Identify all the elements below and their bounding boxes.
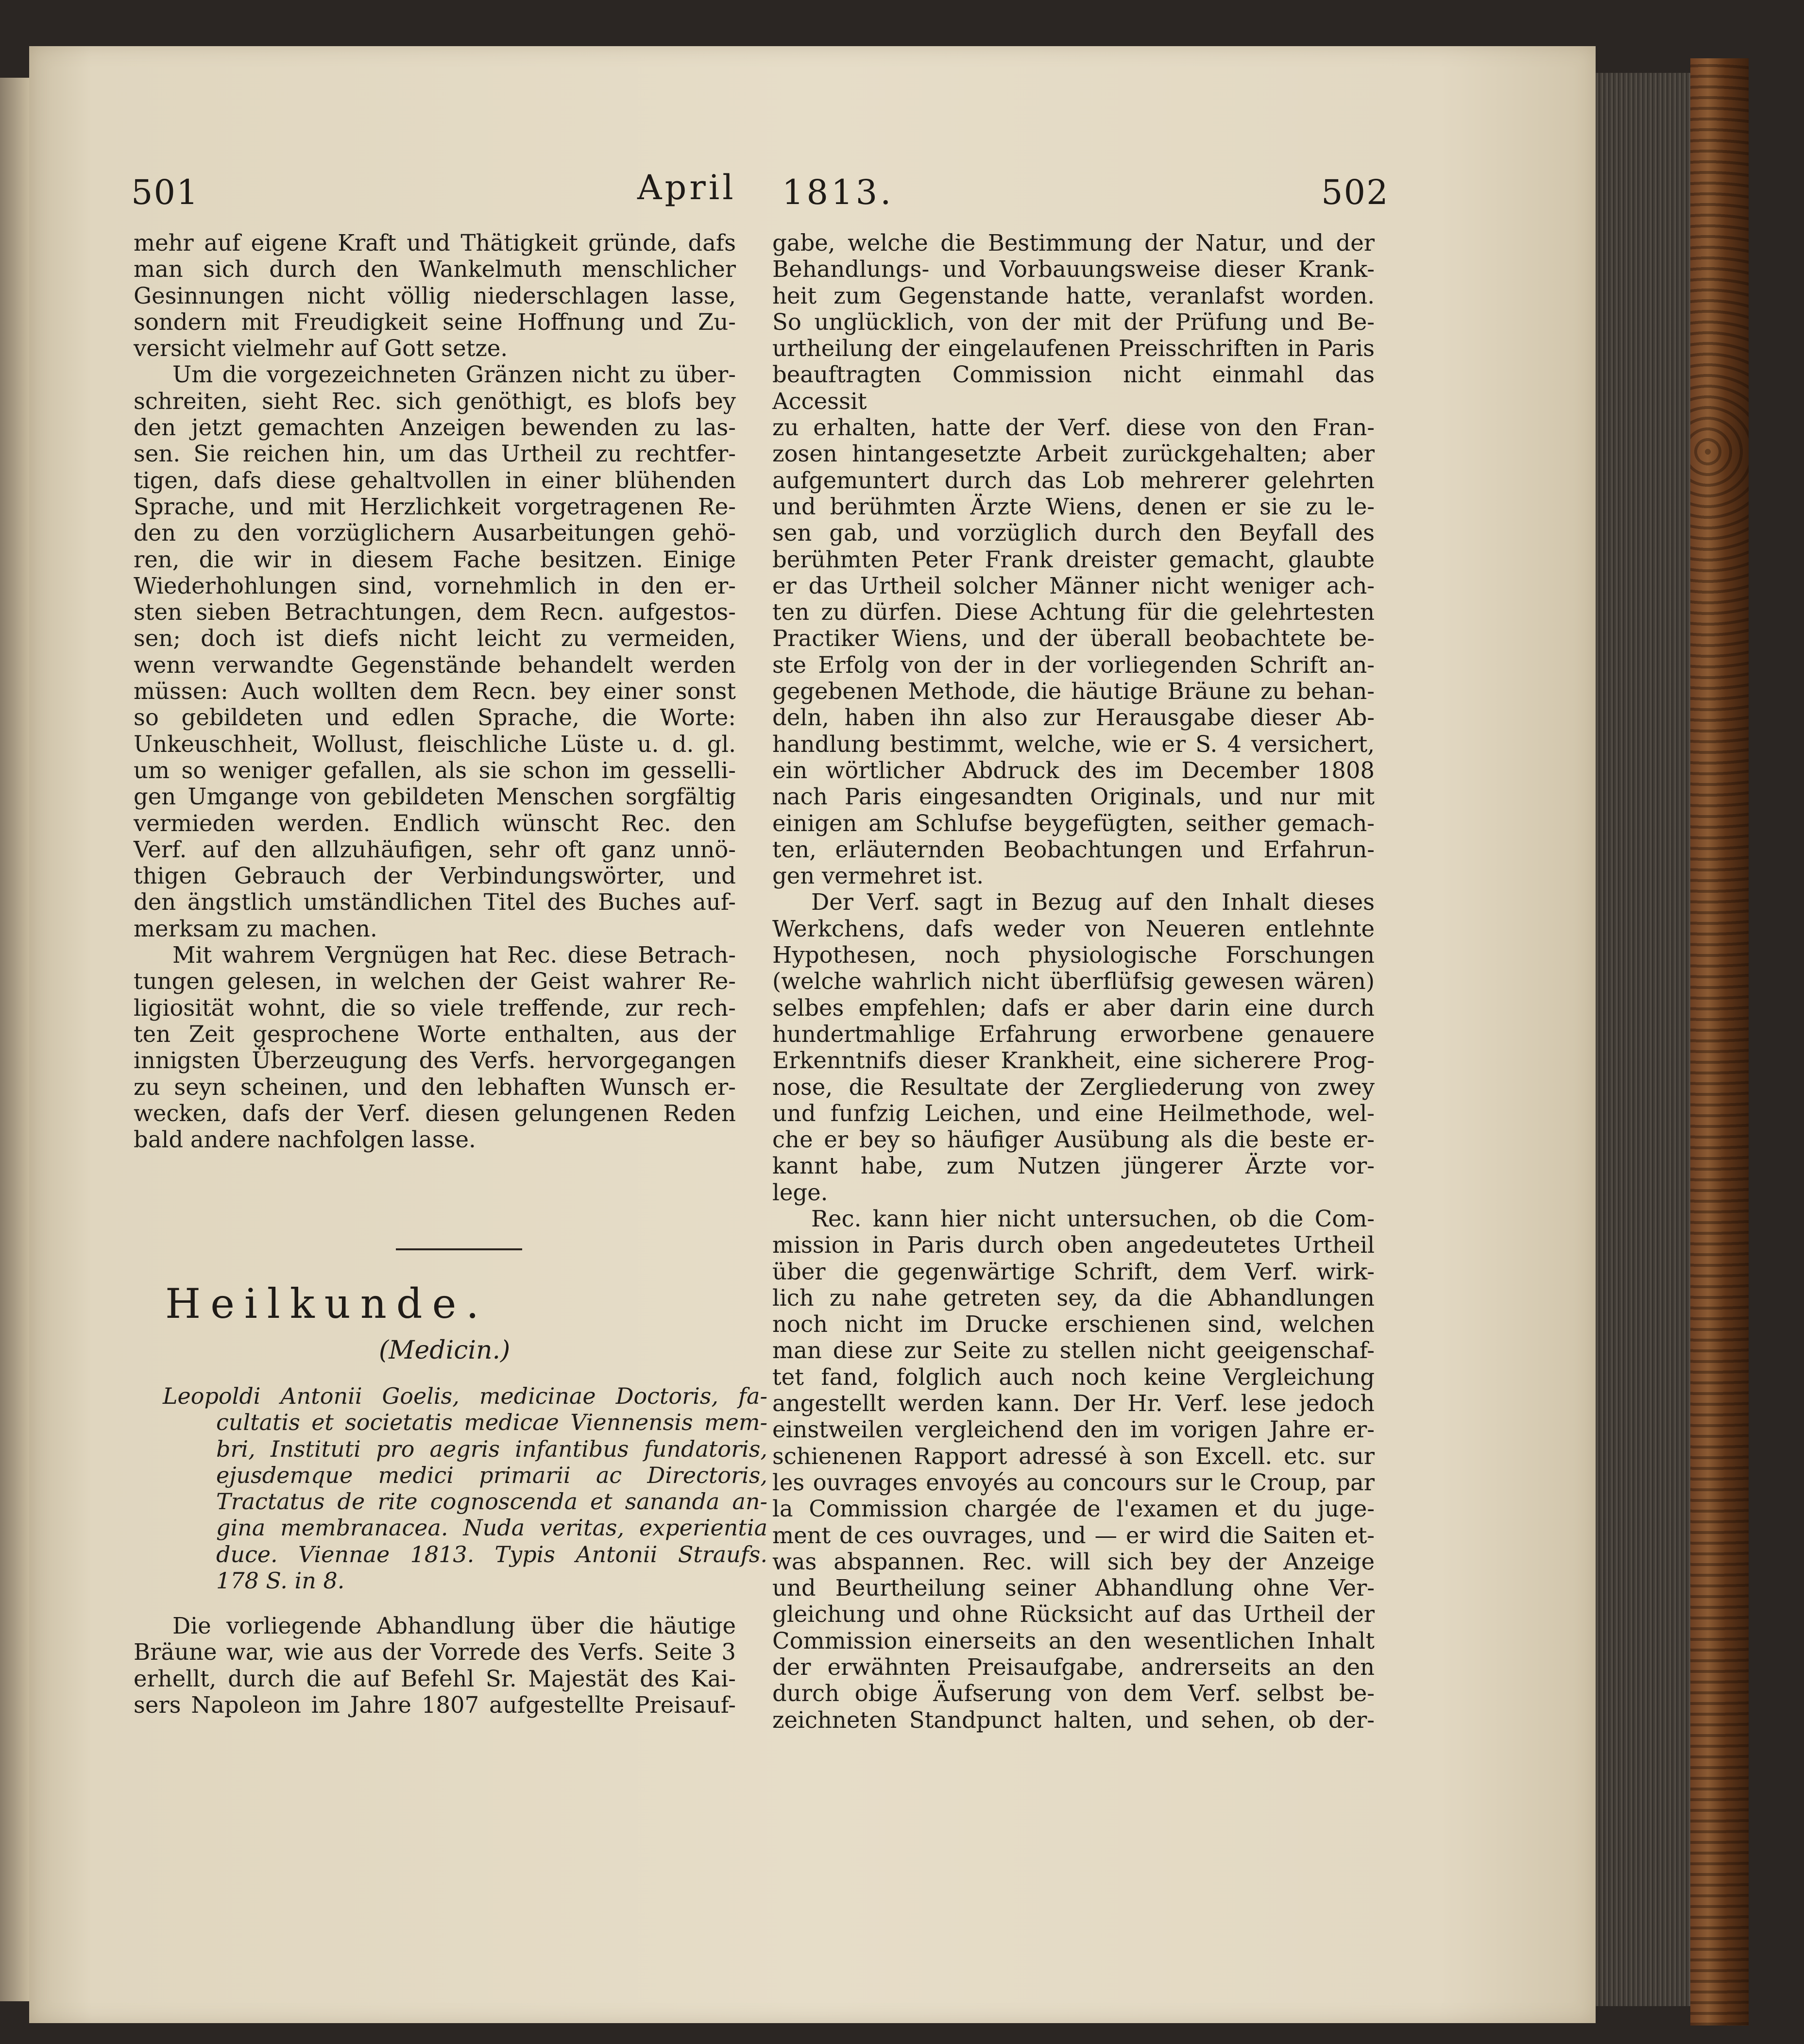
- text-line: er das Urtheil solcher Männer nicht weniger ach-: [772, 572, 1375, 599]
- text-line: zosen hintangesetzte Arbeit zurückgehalten; aber: [772, 441, 1375, 467]
- text-line: was abspannen. Rec. will sich bey der Anzeige: [772, 1548, 1375, 1575]
- section-divider: [396, 1248, 522, 1250]
- page-number-right: 502: [1321, 172, 1389, 212]
- text-line: sen. Sie reichen hin, um das Urtheil zu rechtfer-: [134, 441, 736, 467]
- text-line: (welche wahrlich nicht überflüfsig gewesen wären): [772, 968, 1375, 995]
- text-line: schienenen Rapport adressé à son Excell. etc. sur: [772, 1443, 1375, 1469]
- text-line: Sprache, und mit Herzlichkeit vorgetragenen Re-: [134, 493, 736, 520]
- text-line: wecken, dafs der Verf. diesen gelungenen Reden: [134, 1100, 736, 1126]
- text-line: Die vorliegende Abhandlung über die häutige: [172, 1613, 736, 1639]
- text-line: noch nicht im Drucke erschienen sind, welchen: [772, 1311, 1375, 1338]
- text-line: Mit wahrem Vergnügen hat Rec. diese Betrach-: [172, 942, 736, 969]
- text-line: beauftragten Commission nicht einmahl das Accessit: [772, 361, 1375, 414]
- text-line: handlung bestimmt, welche, wie er S. 4 versichert,: [772, 731, 1375, 757]
- text-line: und funfzig Leichen, und eine Heilmethode, wel-: [772, 1100, 1375, 1126]
- text-line: deln, haben ihn also zur Herausgabe dieser Ab-: [772, 704, 1375, 731]
- text-line: tet fand, folglich auch noch keine Vergleichung: [772, 1363, 1375, 1390]
- text-line: sten sieben Betrachtungen, dem Recn. aufgestos-: [134, 599, 736, 626]
- left-column-upper: [134, 230, 736, 1153]
- citation-line: cultatis et societatis medicae Viennensis mem-: [216, 1409, 767, 1436]
- text-line: berühmten Peter Frank dreister gemacht, glaubte: [772, 546, 1375, 573]
- text-line: Erkenntnifs dieser Krankheit, eine sicherere Prog-: [772, 1047, 1375, 1074]
- text-line: und Beurtheilung seiner Abhandlung ohne Ver-: [772, 1575, 1375, 1601]
- book-cover: [1690, 58, 1749, 2026]
- book-citation: [163, 1383, 767, 1594]
- text-line: ren, die wir in diesem Fache besitzen. Einige: [134, 546, 736, 573]
- text-line: gabe, welche die Bestimmung der Natur, und der: [772, 230, 1375, 256]
- text-line: tungen gelesen, in welchen der Geist wahrer Re-: [134, 968, 736, 995]
- book-page: [29, 46, 1596, 2023]
- running-head-month: April: [637, 168, 736, 207]
- text-line: lich zu nahe getreten sey, da die Abhandlungen: [772, 1284, 1375, 1311]
- text-line: und berühmten Ärzte Wiens, denen er sie zu le-: [772, 493, 1375, 520]
- text-line: gen vermehret ist.: [772, 863, 984, 889]
- text-line: mission in Paris durch oben angedeutetes Urtheil: [772, 1232, 1375, 1259]
- citation-line: gina membranacea. Nuda veritas, experientia: [216, 1515, 767, 1541]
- text-line: über die gegenwärtige Schrift, dem Verf. wirk-: [772, 1258, 1375, 1285]
- text-line: ten zu dürfen. Diese Achtung für die gelehrtesten: [772, 599, 1375, 626]
- right-column: [772, 230, 1375, 1733]
- text-line: kannt habe, zum Nutzen jüngerer Ärzte vor-: [772, 1153, 1375, 1179]
- text-line: Der Verf. sagt in Bezug auf den Inhalt dieses: [811, 889, 1375, 916]
- text-line: aufgemuntert durch das Lob mehrerer gelehrten: [772, 467, 1375, 494]
- text-line: den jetzt gemachten Anzeigen bewenden zu las-: [134, 414, 736, 441]
- text-line: So unglücklich, von der mit der Prüfung und Be-: [772, 308, 1375, 335]
- text-line: angestellt werden kann. Der Hr. Verf. lese jedoch: [772, 1390, 1375, 1417]
- text-line: erhellt, durch die auf Befehl Sr. Majestät des Kai-: [134, 1665, 736, 1692]
- text-line: gen Umgange von gebildeten Menschen sorgfältig: [134, 784, 736, 810]
- text-line: les ouvrages envoyés au concours sur le Croup, par: [772, 1469, 1375, 1496]
- text-line: urtheilung der eingelaufenen Preisschriften in Paris: [772, 335, 1375, 362]
- text-line: bald andere nachfolgen lasse.: [134, 1126, 476, 1153]
- text-line: sondern mit Freudigkeit seine Hoffnung und Zu-: [134, 308, 736, 335]
- citation-line: bri, Instituti pro aegris infantibus fundatoris,: [216, 1435, 767, 1462]
- text-line: ste Erfolg von der in der vorliegenden Schrift an-: [772, 651, 1375, 678]
- text-line: einigen am Schlufse beygefügten, seither gemach-: [772, 810, 1375, 836]
- text-line: einstweilen vergleichend den im vorigen Jahre er-: [772, 1416, 1375, 1443]
- text-line: gegebenen Methode, die häutige Bräune zu behan-: [772, 678, 1375, 705]
- book-fore-edge: [1581, 73, 1698, 2006]
- text-line: Unkeuschheit, Wollust, fleischliche Lüste u. d. gl.: [134, 731, 736, 757]
- text-line: durch obige Äufserung von dem Verf. selbst be-: [772, 1680, 1375, 1707]
- text-line: ligiosität wohnt, die so viele treffende, zur rech-: [134, 994, 736, 1021]
- citation-line: ejusdemque medici primarii ac Directoris,: [216, 1462, 767, 1488]
- text-line: zu seyn scheinen, und den lebhaften Wunsch er-: [134, 1073, 736, 1100]
- text-line: Gesinnungen nicht völlig niederschlagen lasse,: [134, 282, 736, 309]
- text-line: heit zum Gegenstande hatte, veranlafst worden.: [772, 282, 1375, 309]
- text-line: Commission einerseits an den wesentlichen Inhalt: [772, 1627, 1375, 1654]
- text-line: müssen: Auch wollten dem Recn. bey einer sonst: [134, 678, 736, 705]
- text-line: Behandlungs- und Vorbauungsweise dieser Krank-: [772, 256, 1375, 283]
- text-line: zeichneten Standpunct halten, und sehen, ob der-: [772, 1706, 1375, 1733]
- citation-line: duce. Viennae 1813. Typis Antonii Straufs.: [216, 1541, 767, 1567]
- text-line: Bräune war, wie aus der Vorrede des Verfs. Seite 3: [134, 1639, 736, 1666]
- text-line: selbes empfehlen; dafs er aber darin eine durch: [772, 994, 1375, 1021]
- text-line: Wiederhohlungen sind, vornehmlich in den er-: [134, 572, 736, 599]
- left-column-lower: [134, 1613, 736, 1718]
- text-line: nach Paris eingesandten Originals, und nur mit: [772, 784, 1375, 810]
- text-line: so gebildeten und edlen Sprache, die Worte:: [134, 704, 736, 731]
- text-line: Hypothesen, noch physiologische Forschungen: [772, 942, 1375, 969]
- text-line: den ängstlich umständlichen Titel des Buches auf-: [134, 889, 736, 916]
- text-line: ten, erläuternden Beobachtungen und Erfahrun-: [772, 836, 1375, 863]
- text-line: ment de ces ouvrages, und — er wird die Saiten et-: [772, 1522, 1375, 1549]
- text-line: sers Napoleon im Jahre 1807 aufgestellte Preisauf-: [134, 1691, 736, 1718]
- text-line: versicht vielmehr auf Gott setze.: [134, 335, 508, 362]
- text-line: tigen, dafs diese gehaltvollen in einer blühenden: [134, 467, 736, 494]
- running-head-year: 1813.: [782, 172, 894, 212]
- text-line: man sich durch den Wankelmuth menschlicher: [134, 256, 736, 283]
- citation-line: Tractatus de rite cognoscenda et sananda an-: [216, 1488, 767, 1515]
- text-line: merksam zu machen.: [134, 915, 377, 942]
- text-line: ten Zeit gesprochene Worte enthalten, aus der: [134, 1021, 736, 1047]
- text-line: thigen Gebrauch der Verbindungswörter, und: [134, 863, 736, 889]
- text-line: sen gab, und vorzüglich durch den Beyfall des: [772, 520, 1375, 546]
- text-line: schreiten, sieht Rec. sich genöthigt, es blofs bey: [134, 388, 736, 414]
- text-line: sen; doch ist diefs nicht leicht zu vermeiden,: [134, 625, 736, 652]
- text-line: mehr auf eigene Kraft und Thätigkeit gründe, dafs: [134, 230, 736, 256]
- citation-line: Leopoldi Antonii Goelis, medicinae Doctoris, fa-: [163, 1383, 767, 1409]
- text-line: wenn verwandte Gegenstände behandelt werden: [134, 651, 736, 678]
- text-line: innigsten Überzeugung des Verfs. hervorgegangen: [134, 1047, 736, 1074]
- text-line: der erwähnten Preisaufgabe, andrerseits an den: [772, 1654, 1375, 1681]
- text-line: Rec. kann hier nicht untersuchen, ob die Com-: [811, 1205, 1375, 1232]
- text-line: Um die vorgezeichneten Gränzen nicht zu über-: [172, 361, 736, 388]
- text-line: Werkchens, dafs weder von Neueren entlehnte: [772, 915, 1375, 942]
- text-line: ein wörtlicher Abdruck des im December 1808: [772, 757, 1375, 784]
- text-line: Verf. auf den allzuhäufigen, sehr oft ganz unnö-: [134, 836, 736, 863]
- text-line: nose, die Resultate der Zergliederung von zwey: [772, 1073, 1375, 1100]
- text-line: vermieden werden. Endlich wünscht Rec. den: [134, 810, 736, 836]
- text-line: gleichung und ohne Rücksicht auf das Urtheil der: [772, 1601, 1375, 1628]
- text-line: den zu den vorzüglichern Ausarbeitungen gehö-: [134, 520, 736, 546]
- text-line: man diese zur Seite zu stellen nicht geeigenschaf-: [772, 1337, 1375, 1364]
- text-line: zu erhalten, hatte der Verf. diese von den Fran-: [772, 414, 1375, 441]
- text-line: la Commission chargée de l'examen et du juge-: [772, 1496, 1375, 1522]
- text-line: hundertmahlige Erfahrung erworbene genauere: [772, 1021, 1375, 1047]
- text-line: che er bey so häufiger Ausübung als die beste er-: [772, 1126, 1375, 1153]
- page-number-left: 501: [131, 172, 199, 212]
- text-line: um so weniger gefallen, als sie schon im gesselli-: [134, 757, 736, 784]
- section-subheading: (Medicin.): [379, 1336, 511, 1365]
- text-line: lege.: [772, 1179, 828, 1206]
- text-line: Practiker Wiens, und der überall beobachtete be-: [772, 625, 1375, 652]
- section-heading: Heilkunde.: [165, 1280, 489, 1328]
- citation-line: 178 S. in 8.: [216, 1567, 345, 1594]
